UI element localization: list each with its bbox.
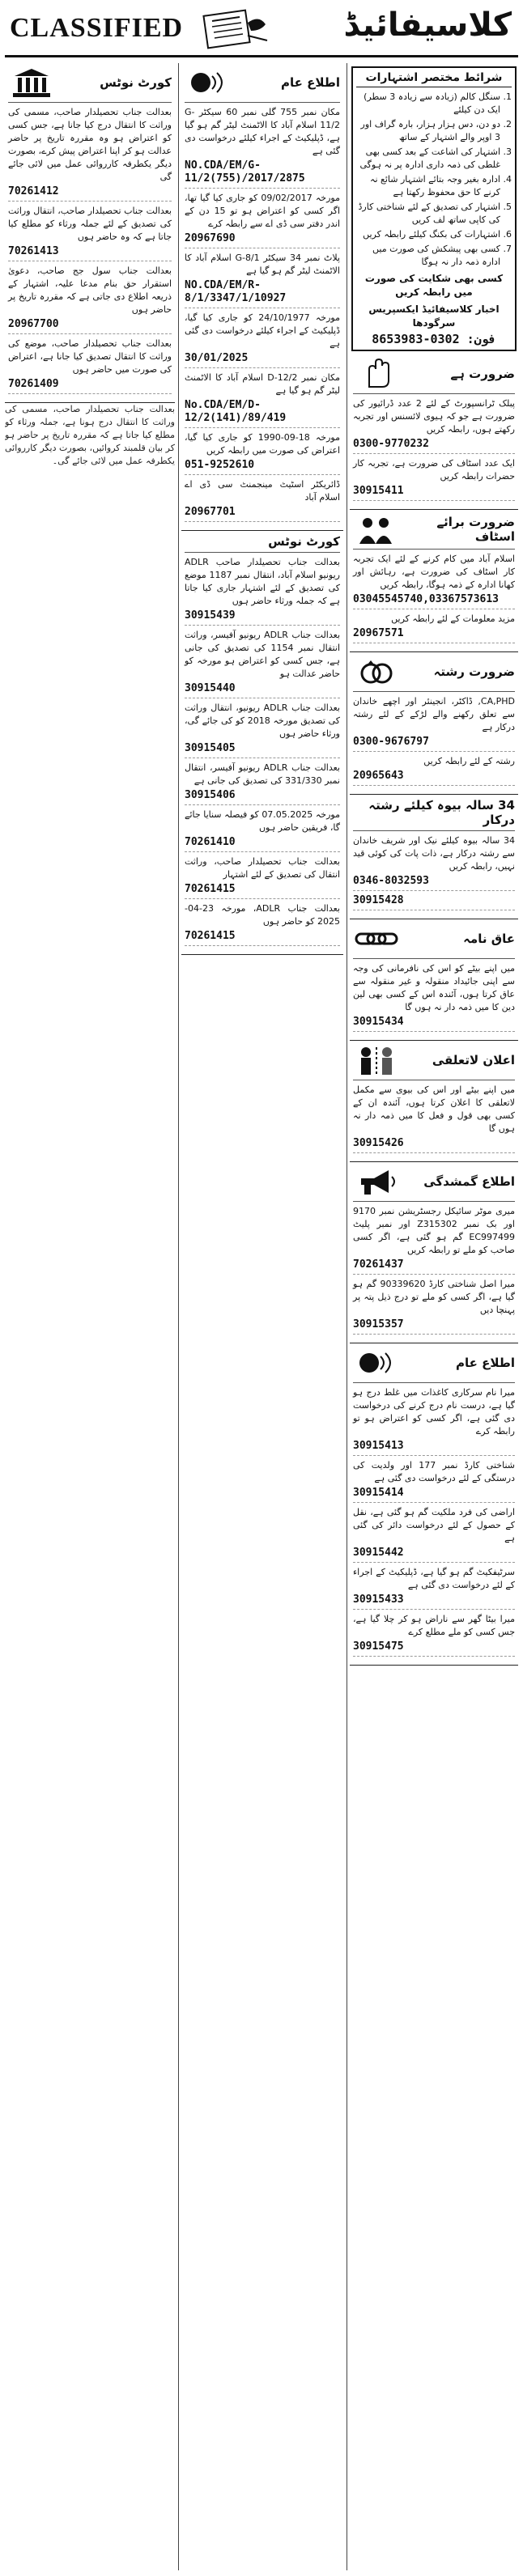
ad-text: میرا بیٹا گھر سے ناراض ہو کر چلا گیا ہے، جس کسی کو ملے مطلع کرے	[353, 1614, 515, 1637]
classified-ad	[353, 834, 515, 891]
terms-notice-title: شرائط مختصر اشتہارات	[356, 71, 512, 87]
classified-ad	[185, 629, 340, 698]
ad-text: بعدالت جناب ADLR، مورخہ 23-04-2025 کو حاضر ہوں	[185, 903, 340, 927]
classified-ad	[353, 755, 515, 786]
ad-text: مورخہ 18-09-1990 کو جاری کیا گیا، اعتراض کی صورت میں رابطہ کریں	[185, 432, 340, 456]
ad-contact-number: 30915406	[185, 789, 236, 801]
ad-text: بعدالت جناب ADLR ریونیو آفیسر، انتقال نمبر 331/330 کی تصدیق کی جانی ہے	[185, 762, 340, 786]
ad-text: مورخہ 24/10/1977 کو جاری کیا گیا، ڈپلیکیٹ کے اجراء کیلئے درخواست دی گئی ہے	[185, 312, 340, 349]
section-header	[353, 1044, 515, 1080]
right-section	[350, 795, 518, 919]
classified-ad	[353, 457, 515, 501]
ad-text: میں اپنے بیٹے کو اس کی نافرمانی کی وجہ سے اپنی جائیداد منقولہ و غیر منقولہ سے عاق کرتا ہوں، آئندہ اس کے کسی بھی لین دین کا میں ذمہ دار نہ ہوں گا	[353, 963, 515, 1012]
ad-text: مورخہ 09/02/2017 کو جاری کیا گیا تھا، اگر کسی کو اعتراض ہو تو 15 دن کے اندر دفتر سی ڈی اے سے رابطہ کرے	[185, 193, 340, 229]
classified-ad	[8, 265, 172, 334]
classified-ad	[353, 1459, 515, 1503]
right-section	[350, 1343, 518, 1666]
ad-contact-number: No.CDA/EM/D-12/2(141)/89/419	[185, 399, 287, 424]
ad-contact-number: 70261409	[8, 378, 59, 390]
classified-ad	[353, 553, 515, 609]
terms-rule-item: 1. سنگل کالم (زیادہ سے زیادہ 3 سطر) ایک دن کیلئے	[356, 91, 500, 117]
people-icon	[353, 1044, 400, 1076]
ad-text: CA,PHD, ڈاکٹر، انجینئر اور اچھے خاندان سے تعلق رکھنے والے لڑکے کے لئے رشتہ درکار ہے	[353, 696, 515, 732]
terms-rule-item: 4. ادارہ بغیر وجہ بتائے اشتہار شائع نہ کرنے کا حق محفوظ رکھتا ہے	[356, 173, 500, 199]
ad-text: میرا اصل شناختی کارڈ 90339620 گم ہو گیا ہے، اگر کسی کو ملے تو درج ذیل پتہ پر پہنچا دیں	[353, 1279, 515, 1315]
terms-notice-footer: کسی بھی شکایت کی صورت میں رابطہ کریں	[364, 273, 504, 298]
ad-contact-number: 20967571	[353, 627, 404, 639]
section-header	[8, 66, 172, 103]
ad-contact-number: 20965643	[353, 770, 404, 782]
ad-contact-number: 30915413	[353, 1440, 404, 1452]
ad-text: سرٹیفکیٹ گم ہو گیا ہے، ڈپلیکیٹ کے اجراء کے لئے درخواست دی گئی ہے	[353, 1567, 515, 1590]
ad-contact-number: 30915411	[353, 485, 404, 497]
ad-text: مزید معلومات کے لئے رابطہ کریں	[391, 613, 515, 624]
ad-text: میرا نام سرکاری کاغذات میں غلط درج ہو گیا ہے، درست نام درج کرنے کی درخواست دی گئی ہے، اگر کسی کو اعتراض ہو تو رابطہ کرے	[353, 1387, 515, 1437]
hand-raised-icon	[353, 358, 400, 390]
ad-contact-number: 70261412	[8, 185, 59, 197]
terms-rule-item: 2. دو دن، دس ہزار ہزار، بارہ گراف اور 3 اوپر والے اشتہار کے ساتھ	[356, 118, 500, 144]
classified-ad	[353, 613, 515, 643]
classified-ad	[353, 1278, 515, 1335]
ad-contact-number: 0346-8032593	[353, 875, 429, 887]
classified-ad	[185, 312, 340, 368]
ad-contact-number: 051-9252610	[185, 459, 255, 471]
chain-icon	[353, 923, 400, 955]
ad-contact-number: NO.CDA/EM/R-8/1/3347/1/10927	[185, 279, 287, 304]
column-divider	[178, 63, 179, 2570]
terms-notice-box	[351, 66, 517, 351]
classified-ad	[185, 478, 340, 522]
ad-contact-number: 20967690	[185, 232, 236, 244]
ad-text: بعدالت جناب تحصیلدار صاحب، مسمی کی وراثت کا انتقال درج کیا جانا ہے، جس کسی کو اعتراض ہو وہ مقررہ تاریخ پر حاضر عدالت ہو کر اپنا اعتراض پیش کرے، بصورت دیگر یکطرفہ کارروائی عمل میں لائی جائے گی	[8, 107, 172, 182]
speaker-icon	[353, 1347, 400, 1379]
ad-contact-number: 30915440	[185, 682, 236, 694]
middle-column	[181, 63, 343, 2570]
section-title: کورٹ نوٹس	[100, 75, 172, 90]
ad-contact-number: NO.CDA/EM/G-11/2(755)/2017/2875	[185, 159, 305, 185]
classified-ad	[353, 1613, 515, 1657]
terms-rules-list	[356, 91, 512, 269]
ad-text: مورخہ 07.05.2025 کو فیصلہ سنایا جائے گا، فریقین حاضر ہوں	[185, 809, 340, 833]
section-title: ضرورت رشتہ	[433, 664, 515, 679]
classified-ad	[185, 431, 340, 475]
ad-text: میری موٹر سائیکل رجسٹریشن نمبر 9170 اور بک نمبر Z315302 اور نمبر پلیٹ EC997499 گم ہو گئی ہے، اگر کسی صاحب کو ملے تو رابطہ کریں	[353, 1206, 515, 1255]
ad-text: بعدالت جناب تحصیلدار صاحب ADLR ریونیو اسلام آباد، انتقال نمبر 1187 موضع کی تصدیق کے لئے اشتہار جاری کیا جاتا ہے کہ جملہ ورثاء حاضر ہوں	[185, 557, 340, 606]
section-header	[353, 656, 515, 692]
classified-ad	[185, 855, 340, 899]
classified-ad	[353, 1084, 515, 1153]
ad-contact-number: 20967700	[8, 318, 59, 330]
classified-ad	[353, 695, 515, 752]
classified-ad	[8, 337, 172, 394]
terms-rule-item: 3. اشتہار کی اشاعت کے بعد کسی بھی غلطی کی ذمہ داری ادارہ پر نہ ہوگی	[356, 146, 500, 172]
classified-ad	[185, 702, 340, 758]
ad-text: 34 سالہ بیوہ کیلئے نیک اور شریف خاندان سے رشتہ درکار ہے، ذات پات کی کوئی قید نہیں، رابطہ کریں	[353, 835, 515, 872]
ad-text: بعدالت جناب سول جج صاحب، دعویٰ استقرار حق بنام مدعا علیہ، اشتہار کے ذریعہ اطلاع دی جاتی ہے کہ مقررہ تاریخ پر حاضر ہوں	[8, 265, 172, 315]
ad-contact-number: 30915475	[353, 1640, 404, 1653]
section-title: اطلاع عام	[280, 75, 340, 90]
classified-ad	[353, 1566, 515, 1610]
ad-contact-number: 70261415	[185, 930, 236, 942]
section-header	[353, 1347, 515, 1383]
ad-text: ایک عدد اسٹاف کی ضرورت ہے، تجربہ کار حضرات رابطہ کریں	[353, 458, 515, 482]
section-title: اطلاع گمشدگی	[423, 1174, 515, 1189]
classified-ad	[353, 1205, 515, 1275]
middle-section	[181, 63, 343, 531]
ad-contact-number: 30915428	[353, 894, 404, 906]
left-section	[5, 63, 175, 403]
classified-ad	[185, 252, 340, 308]
ad-contact-number: 70261413	[8, 245, 59, 257]
section-header	[353, 513, 515, 550]
section-title: عاق نامہ	[463, 932, 515, 946]
right-section	[350, 510, 518, 652]
middle-section	[181, 531, 343, 955]
ad-contact-number: 30915439	[185, 609, 236, 622]
ad-text: بعدالت جناب ADLR ریونیو آفیسر، وراثت انتقال نمبر 1154 کی تصدیق کی جانی ہے، جس کسی کو اعتراض ہو مورخہ کو حاضر عدالت ہو	[185, 630, 341, 679]
right-section	[350, 652, 518, 795]
section-header	[353, 798, 515, 831]
ad-text: میں اپنے بیٹے اور اس کی بیوی سے مکمل لاتعلقی کا اعلان کرتا ہوں، آئندہ ان کے کسی بھی قول و فعل کا میں ذمہ دار نہ ہوں گا	[353, 1084, 515, 1134]
ad-contact-number: 30915434	[353, 1016, 404, 1028]
classified-ad	[353, 962, 515, 1032]
classified-ad	[8, 106, 172, 202]
ad-text: اراضی کی فرد ملکیت گم ہو گئی ہے، نقل کے حصول کے لئے درخواست دائر کی گئی ہے	[353, 1507, 515, 1543]
left-column	[5, 63, 175, 2570]
ad-contact-number: 20967701	[185, 506, 236, 518]
terms-rule-item: 5. اشتہار کی تصدیق کے لئے شناختی کارڈ کی کاپی ساتھ لف کریں	[356, 201, 500, 227]
section-title: اعلان لاتعلقی	[432, 1053, 515, 1067]
section-header	[353, 1165, 515, 1202]
ad-contact-number: 0300-9770232	[353, 438, 429, 450]
ad-contact-number: 30915357	[353, 1318, 404, 1330]
ad-contact-number: 30915433	[353, 1594, 404, 1606]
ad-contact-number: 30915414	[353, 1487, 404, 1499]
section-title: اطلاع عام	[455, 1356, 515, 1370]
header-title-urdu: کلاسیفائیڈ	[343, 6, 512, 44]
ad-contact-number: 70261437	[353, 1258, 404, 1271]
terms-rule-item: 6. اشتہارات کی بکنگ کیلئے رابطہ کریں	[356, 228, 500, 241]
ad-text: بعدالت جناب تحصیلدار صاحب، وراثت انتقال کی تصدیق کے لئے اشتہار	[185, 856, 340, 880]
court-icon	[8, 66, 55, 99]
rings-icon	[353, 656, 400, 688]
classified-ad	[185, 192, 340, 248]
staff-icon	[353, 513, 400, 545]
right-section	[350, 354, 518, 510]
section-title: ضرورت ہے	[450, 367, 515, 381]
ad-contact-number: 03045545740,03367573613	[353, 593, 500, 605]
classified-header	[5, 3, 518, 57]
classified-ad	[185, 106, 340, 189]
section-header	[185, 66, 340, 103]
ad-text: پبلک ٹرانسپورٹ کے لئے 2 عدد ڈرائیور کی ضرورت ہے جو کہ ہیوی لائسنس اور تجربہ رکھتے ہوں، رابطہ کریں	[353, 398, 515, 435]
section-title: 34 سالہ بیوہ کیلئے رشتہ درکار	[368, 798, 515, 827]
newspaper-icon	[198, 6, 270, 52]
classified-ad	[8, 205, 172, 261]
ad-text: مکان نمبر D-12/2 اسلام آباد کا الاٹمنٹ لیٹر گم ہو گیا ہے	[185, 372, 340, 396]
classified-ad	[185, 808, 340, 852]
ad-contact-number: 0300-9676797	[353, 736, 429, 748]
classified-ad	[353, 894, 515, 910]
terms-notice-phone: فون: 0302-8653983	[372, 332, 496, 346]
ad-contact-number: 30915405	[185, 742, 236, 754]
right-section	[350, 1162, 518, 1343]
section-header	[353, 923, 515, 959]
ad-text: پلاٹ نمبر 34 سیکٹر G-8/1 اسلام آباد کا الاٹمنٹ لیٹر گم ہو گیا ہے	[185, 253, 340, 276]
ad-contact-number: 70261410	[185, 836, 236, 848]
terms-rule-item: 7. کسی بھی پیشکش کی صورت میں ادارہ ذمہ دار نہ ہوگا	[356, 243, 500, 269]
right-column	[350, 63, 518, 2570]
ad-text: ڈائریکٹر اسٹیٹ مینجمنٹ سی ڈی اے اسلام آباد	[185, 479, 340, 503]
section-header	[353, 358, 515, 394]
megaphone-icon	[353, 1165, 400, 1198]
classified-ad	[185, 762, 340, 805]
classified-ad	[353, 397, 515, 454]
section-title: ضرورت برائے اسٹاف	[436, 515, 515, 544]
classified-ad	[353, 1506, 515, 1563]
ad-text: بعدالت جناب تحصیلدار صاحب، انتقال وراثت کی تصدیق کے لئے جملہ ورثاء کو مطلع کیا جاتا ہے کہ وہ حاضر ہوں	[8, 206, 172, 242]
header-title-english: CLASSIFIED	[10, 13, 184, 43]
ad-text: بعدالت جناب تحصیلدار صاحب، موضع کی وراثت کا انتقال تصدیق کیا جانا ہے، اعتراض کی صورت میں حاضر ہوں	[8, 338, 172, 375]
section-header	[185, 534, 340, 553]
ad-text: اسلام آباد میں کام کرنے کے لئے ایک تجربہ کار اسٹاف کی ضرورت ہے، رہائش اور کھانا ادارہ کے ذمہ ہوگا، رابطہ کریں	[353, 554, 515, 590]
right-section	[350, 1041, 518, 1162]
speaker-icon	[185, 66, 232, 99]
ad-contact-number: 30915426	[353, 1137, 404, 1149]
classified-ad	[185, 902, 340, 946]
ad-text: مکان نمبر 755 گلی نمبر 60 سیکٹر G-11/2 اسلام آباد کا الاٹمنٹ لیٹر گم ہو گیا ہے، ڈپلیکیٹ کے اجراء کیلئے درخواست دی گئی ہے	[185, 107, 341, 156]
terms-notice-office: اخبار کلاسیفائیڈ ایکسپریس سرگودھا	[368, 303, 500, 329]
classified-ad	[185, 371, 340, 428]
ad-contact-number: 30/01/2025	[185, 352, 249, 364]
ad-contact-number: 30915442	[353, 1547, 404, 1559]
classified-ad	[185, 556, 340, 626]
ad-text: بعدالت جناب ADLR ریونیو، انتقال وراثت کی تصدیق مورخہ 2018 کو کی جائے گی، ورثاء حاضر ہوں	[185, 702, 340, 739]
ad-text: رشتہ کے لئے رابطہ کریں	[423, 756, 515, 766]
section-title: کورٹ نوٹس	[268, 534, 340, 549]
ad-text: شناختی کارڈ نمبر 177 اور ولدیت کی درستگی کے لئے درخواست دی گئی ہے	[353, 1460, 515, 1483]
court-notice-text: بعدالت جناب تحصیلدار صاحب، مسمی کی وراثت کا انتقال درج ہونا ہے، جملہ ورثاء کو مطلع کیا جاتا ہے کہ مقررہ تاریخ پر حاضر ہو کر بیان قلمبند کروائیں، بصورت دیگر کارروائی یکطرفہ عمل میں لائی جائے گی۔	[5, 404, 175, 466]
ad-contact-number: 70261415	[185, 883, 236, 895]
classified-ad	[353, 1386, 515, 1456]
right-section	[350, 919, 518, 1041]
